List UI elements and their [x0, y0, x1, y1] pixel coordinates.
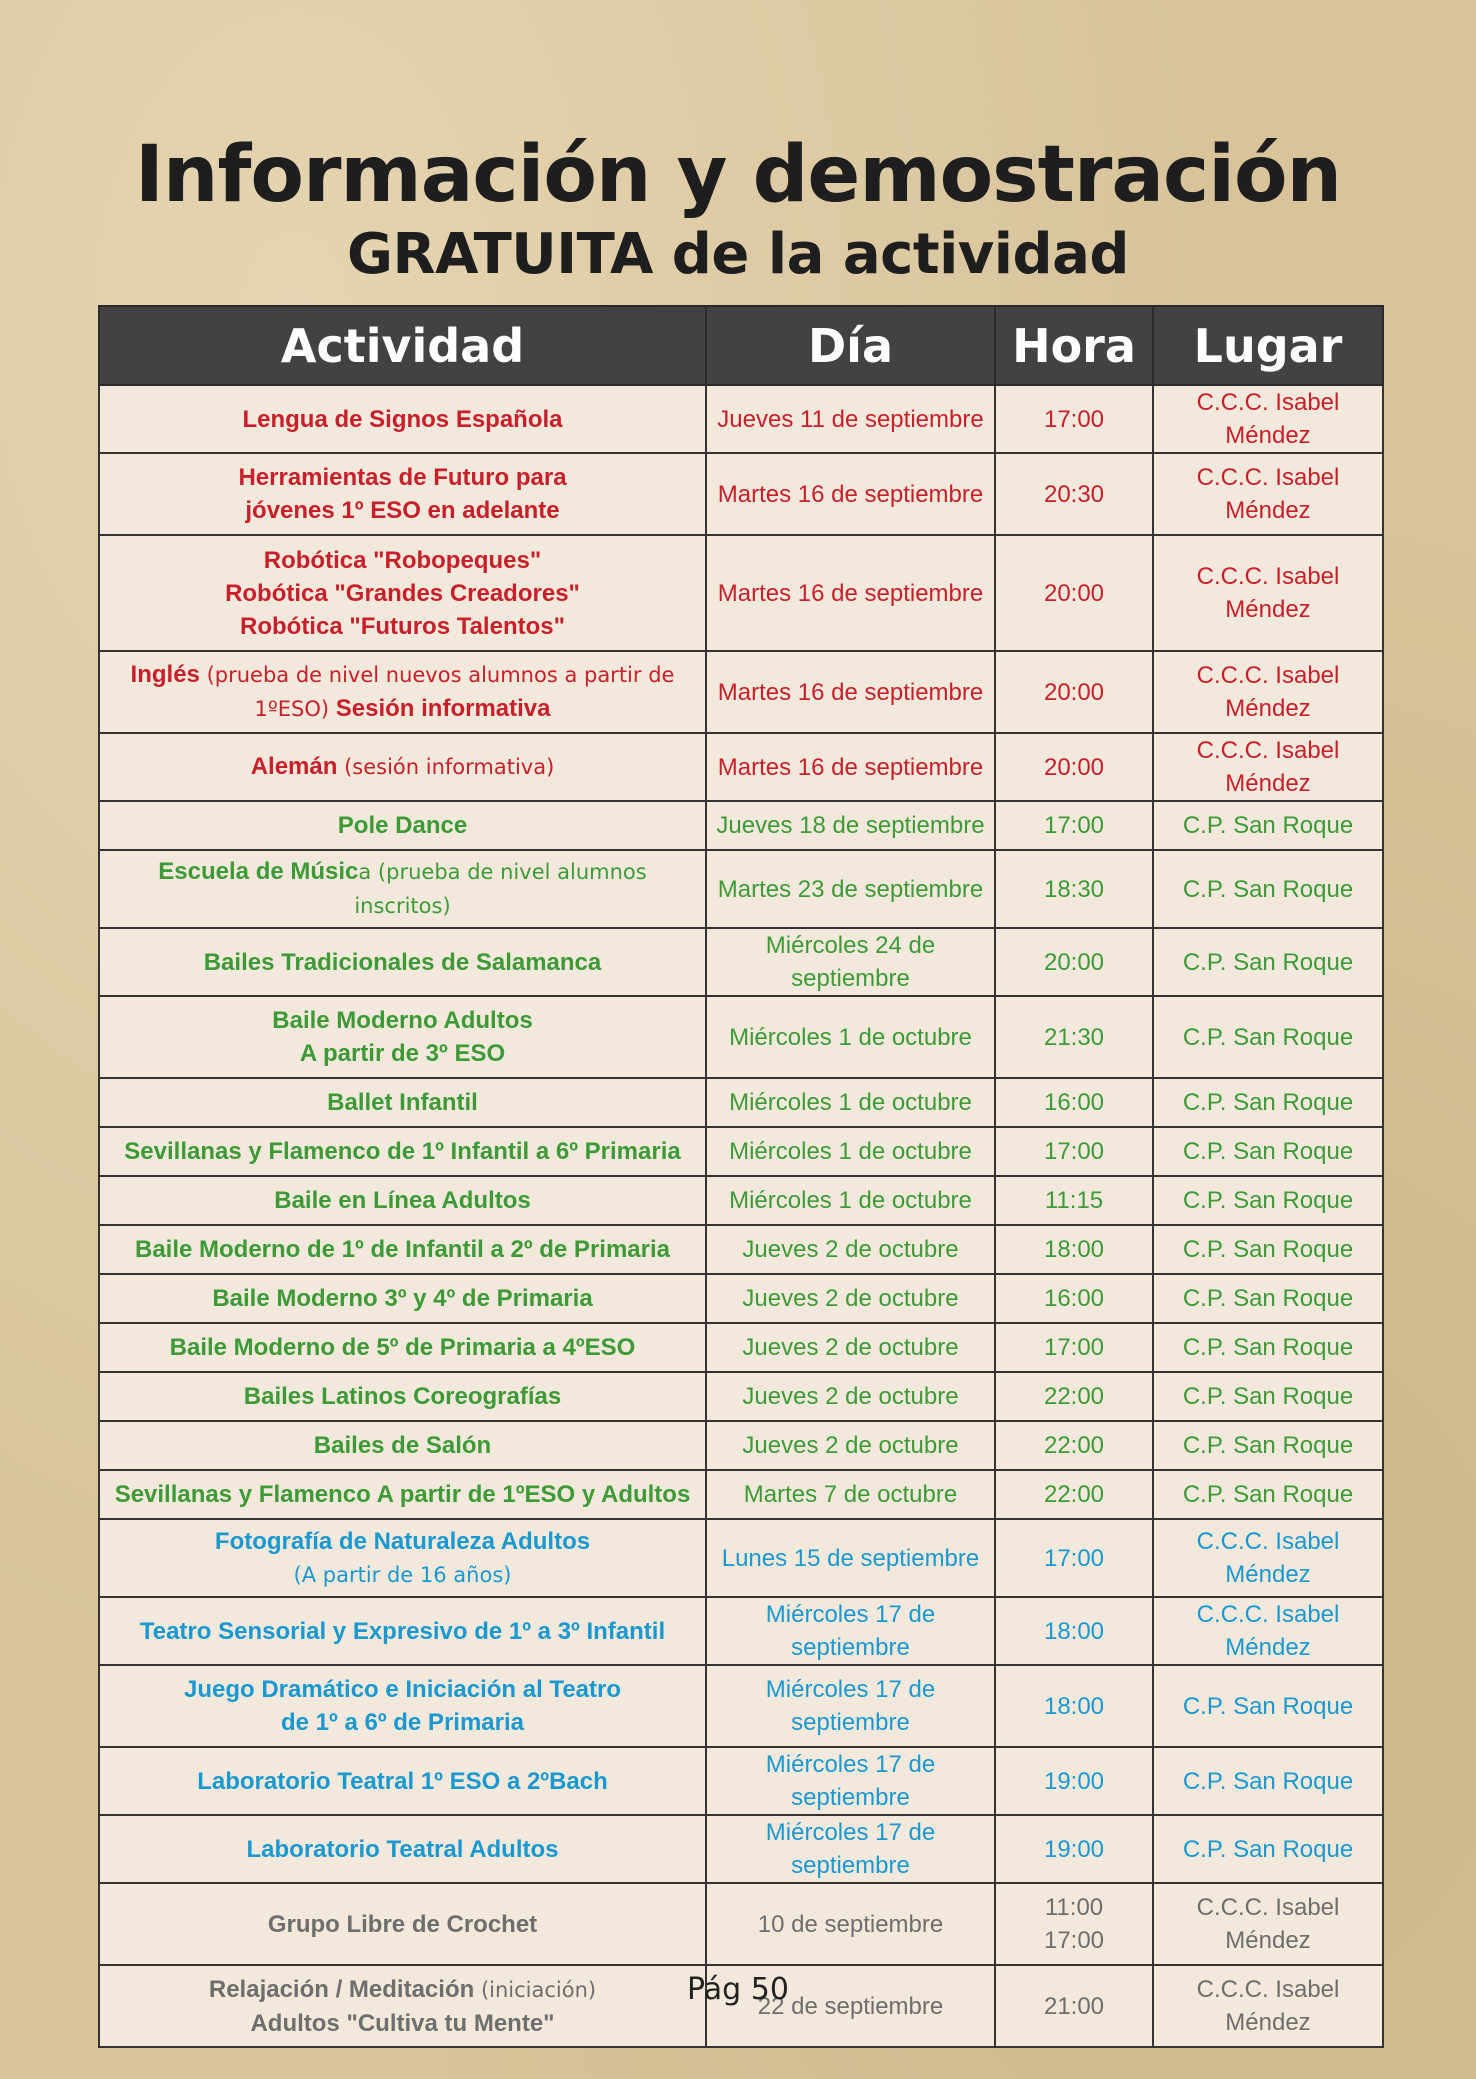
activity-line: [108, 1233, 697, 1266]
activity-line: [108, 1706, 697, 1739]
hora-value: 18:00: [1043, 1617, 1105, 1645]
cell-actividad: [99, 1372, 706, 1421]
page-title: Información y demostración: [134, 130, 1342, 220]
table-row: [99, 996, 1383, 1078]
activity-line: [108, 1478, 697, 1511]
activity-name: Baile en Línea Adultos: [274, 1187, 531, 1214]
cell-actividad: [99, 928, 706, 996]
cell-hora: [995, 1176, 1153, 1225]
cell-lugar: C.P. San Roque: [1153, 1127, 1383, 1176]
cell-lugar: C.P. San Roque: [1153, 1815, 1383, 1883]
cell-lugar: C.P. San Roque: [1153, 1372, 1383, 1421]
cell-actividad: [99, 535, 706, 651]
activity-name: Alemán: [250, 753, 338, 780]
table-row: [99, 850, 1383, 928]
cell-dia: Martes 16 de septiembre: [706, 535, 995, 651]
cell-lugar: C.C.C. Isabel Méndez: [1153, 535, 1383, 651]
activity-note: (iniciación): [474, 1977, 597, 2002]
activity-line: [108, 577, 697, 610]
cell-actividad: [99, 1747, 706, 1815]
header-lugar: Lugar: [1153, 306, 1383, 385]
cell-dia: Jueves 2 de octubre: [706, 1421, 995, 1470]
activity-line: [108, 750, 697, 784]
cell-actividad: [99, 1665, 706, 1747]
hora-value: 22:00: [1043, 1432, 1105, 1459]
cell-actividad: [99, 1078, 706, 1127]
hora-value: 17:00: [1043, 405, 1105, 433]
cell-dia: Jueves 2 de octubre: [706, 1323, 995, 1372]
activity-line: [108, 1525, 697, 1558]
activity-line: [108, 610, 697, 643]
activity-line: [108, 1615, 697, 1648]
table-row: [99, 453, 1383, 535]
hora-value: 17:00: [1043, 1138, 1105, 1165]
activity-name: Ballet Infantil: [327, 1089, 478, 1116]
activity-line: [108, 1765, 697, 1798]
activity-name: Robótica "Grandes Creadores": [225, 579, 580, 607]
table-row: [99, 1176, 1383, 1225]
hora-value: 22:00: [1043, 1383, 1105, 1410]
hora-value: 20:00: [1043, 753, 1105, 781]
cell-dia: Jueves 2 de octubre: [706, 1274, 995, 1323]
cell-hora: [995, 1519, 1153, 1597]
cell-hora: [995, 1078, 1153, 1127]
cell-hora: [995, 733, 1153, 801]
cell-actividad: [99, 996, 706, 1078]
activity-line: [108, 1282, 697, 1315]
cell-dia: Jueves 2 de octubre: [706, 1225, 995, 1274]
hora-value: 11:15: [1044, 1187, 1104, 1214]
cell-dia: Miércoles 17 de septiembre: [706, 1665, 995, 1747]
table-row: [99, 1747, 1383, 1815]
cell-dia: Miércoles 17 de septiembre: [706, 1815, 995, 1883]
table-header-row: [99, 306, 1383, 385]
hora-value: 20:00: [1043, 678, 1105, 706]
activities-table: [98, 305, 1384, 2048]
table-row: [99, 1519, 1383, 1597]
table-row: [99, 1323, 1383, 1372]
activity-line: [108, 855, 697, 923]
cell-lugar: C.P. San Roque: [1153, 1665, 1383, 1747]
activity-name: Bailes Tradicionales de Salamanca: [203, 948, 602, 976]
cell-hora: [995, 1274, 1153, 1323]
cell-dia: Miércoles 1 de octubre: [706, 1078, 995, 1127]
table-row: [99, 1225, 1383, 1274]
table-row: [99, 1665, 1383, 1747]
activity-name: Adultos "Cultiva tu Mente": [250, 2009, 555, 2037]
table-row: [99, 1274, 1383, 1323]
cell-actividad: [99, 385, 706, 453]
cell-dia: Martes 16 de septiembre: [706, 453, 995, 535]
cell-lugar: C.C.C. Isabel Méndez: [1153, 1883, 1383, 1965]
activity-name: Grupo Libre de Crochet: [267, 1910, 538, 1938]
cell-dia: Jueves 2 de octubre: [706, 1372, 995, 1421]
cell-lugar: C.P. San Roque: [1153, 996, 1383, 1078]
cell-lugar: C.P. San Roque: [1153, 1274, 1383, 1323]
activity-name: Juego Dramático e Iniciación al Teatro: [183, 1676, 621, 1703]
cell-lugar: C.P. San Roque: [1153, 1078, 1383, 1127]
table-body: [99, 385, 1383, 2047]
activity-name: Baile Moderno 3º y 4º de Primaria: [212, 1285, 593, 1312]
activity-line: [108, 658, 697, 726]
hora-value: 21:30: [1043, 1023, 1105, 1051]
cell-lugar: C.C.C. Isabel Méndez: [1153, 1597, 1383, 1665]
cell-lugar: C.C.C. Isabel Méndez: [1153, 1965, 1383, 2047]
hora-value: 19:00: [1043, 1835, 1105, 1863]
table-row: [99, 733, 1383, 801]
cell-lugar: C.P. San Roque: [1153, 1323, 1383, 1372]
cell-lugar: C.C.C. Isabel Méndez: [1153, 385, 1383, 453]
cell-lugar: C.P. San Roque: [1153, 1421, 1383, 1470]
cell-dia: Lunes 15 de septiembre: [706, 1519, 995, 1597]
table-row: [99, 1127, 1383, 1176]
activity-name: Fotografía de Naturaleza Adultos: [214, 1527, 591, 1555]
cell-dia: 10 de septiembre: [706, 1883, 995, 1965]
table-row: [99, 535, 1383, 651]
activity-line: [108, 1380, 697, 1413]
cell-dia: Martes 23 de septiembre: [706, 850, 995, 928]
cell-actividad: [99, 1597, 706, 1665]
activity-line: [108, 1908, 697, 1941]
table-row: [99, 801, 1383, 850]
cell-lugar: C.P. San Roque: [1153, 1225, 1383, 1274]
hora-value: 18:00: [1043, 1692, 1105, 1720]
activity-line: [108, 1086, 697, 1119]
activity-name: Lengua de Signos Española: [242, 405, 563, 433]
activity-line: [108, 1833, 697, 1866]
table-row: [99, 1597, 1383, 1665]
activity-name: Robótica "Futuros Talentos": [240, 612, 565, 640]
cell-dia: Miércoles 1 de octubre: [706, 1176, 995, 1225]
table-row: [99, 385, 1383, 453]
cell-hora: [995, 1225, 1153, 1274]
hora-value: 17:00: [1043, 812, 1105, 839]
activity-line: [108, 1135, 697, 1168]
table-row: [99, 1470, 1383, 1519]
activity-name: Teatro Sensorial y Expresivo de 1º a 3º Infantil: [139, 1617, 666, 1645]
cell-actividad: [99, 1883, 706, 1965]
cell-hora: [995, 1597, 1153, 1665]
activity-name: A partir de 3º ESO: [299, 1040, 506, 1067]
cell-actividad: [99, 651, 706, 733]
hora-value: 17:00: [1043, 1927, 1105, 1954]
hora-value: 16:00: [1043, 1285, 1105, 1312]
activity-name: jóvenes 1º ESO en adelante: [245, 497, 560, 524]
activity-name: Sevillanas y Flamenco A partir de 1ºESO y Adultos: [114, 1481, 691, 1508]
activity-line: [108, 1429, 697, 1462]
cell-lugar: C.C.C. Isabel Méndez: [1153, 651, 1383, 733]
cell-lugar: C.P. San Roque: [1153, 1747, 1383, 1815]
cell-actividad: [99, 1815, 706, 1883]
activity-line: [108, 1331, 697, 1364]
hora-value: 20:30: [1043, 480, 1105, 508]
cell-actividad: [99, 1421, 706, 1470]
header-dia: Día: [706, 306, 995, 385]
activity-name: Robótica "Robopeques": [263, 546, 542, 574]
page-subtitle: GRATUITA de la actividad: [347, 222, 1129, 287]
hora-value: 17:00: [1043, 1334, 1105, 1361]
cell-hora: [995, 1747, 1153, 1815]
cell-actividad: [99, 1274, 706, 1323]
activity-note: (sesión informativa): [337, 755, 555, 779]
cell-dia: Martes 16 de septiembre: [706, 651, 995, 733]
activity-name: Baile Moderno de 1º de Infantil a 2º de Primaria: [134, 1236, 670, 1263]
cell-dia: Martes 7 de octubre: [706, 1470, 995, 1519]
activity-name: Inglés: [130, 661, 200, 688]
cell-hora: [995, 1127, 1153, 1176]
cell-dia: Miércoles 17 de septiembre: [706, 1597, 995, 1665]
cell-lugar: C.P. San Roque: [1153, 801, 1383, 850]
hora-value: 19:00: [1043, 1767, 1105, 1795]
table-row: [99, 1815, 1383, 1883]
activity-name: Pole Dance: [337, 812, 468, 839]
cell-actividad: [99, 453, 706, 535]
activity-name: de 1º a 6º de Primaria: [281, 1709, 524, 1736]
header-actividad: Actividad: [99, 306, 706, 385]
activity-name: Relajación / Meditación: [208, 1975, 475, 2003]
activity-line: [108, 809, 697, 842]
cell-hora: [995, 801, 1153, 850]
cell-lugar: C.C.C. Isabel Méndez: [1153, 453, 1383, 535]
hora-value: 16:00: [1043, 1089, 1105, 1116]
table-row: [99, 651, 1383, 733]
cell-hora: [995, 453, 1153, 535]
cell-dia: Jueves 18 de septiembre: [706, 801, 995, 850]
activity-line: [108, 1037, 697, 1070]
cell-lugar: C.P. San Roque: [1153, 1470, 1383, 1519]
table-row: [99, 1421, 1383, 1470]
activity-name: Bailes de Salón: [313, 1432, 492, 1459]
cell-actividad: [99, 1225, 706, 1274]
table-row: [99, 1883, 1383, 1965]
cell-hora: [995, 1883, 1153, 1965]
cell-lugar: C.C.C. Isabel Méndez: [1153, 733, 1383, 801]
hora-value: 11:00: [1044, 1894, 1104, 1921]
activity-line: [108, 494, 697, 527]
cell-dia: Miércoles 17 de septiembre: [706, 1747, 995, 1815]
activity-line: [108, 403, 697, 436]
cell-actividad: [99, 801, 706, 850]
cell-actividad: [99, 1323, 706, 1372]
activity-note: (A partir de 16 años): [293, 1562, 512, 1587]
activity-note: a (prueba de nivel alumnos inscritos): [354, 860, 647, 918]
activity-line: [108, 946, 697, 979]
cell-dia: 22 de septiembre: [706, 1965, 995, 2047]
cell-hora: [995, 651, 1153, 733]
table-row: [99, 1078, 1383, 1127]
activity-name: Escuela de Músic: [158, 858, 359, 885]
cell-hora: [995, 1323, 1153, 1372]
activity-name: Laboratorio Teatral Adultos: [246, 1835, 559, 1863]
activity-name: Sesión informativa: [335, 695, 551, 722]
activity-line: [108, 461, 697, 494]
cell-dia: Martes 16 de septiembre: [706, 733, 995, 801]
cell-lugar: C.P. San Roque: [1153, 928, 1383, 996]
cell-hora: [995, 928, 1153, 996]
cell-hora: [995, 1470, 1153, 1519]
hora-value: 18:30: [1043, 875, 1105, 903]
activity-line: [108, 1184, 697, 1217]
activity-note: (prueba de nivel nuevos alumnos a partir de 1ºESO): [199, 663, 675, 721]
cell-dia: Miércoles 1 de octubre: [706, 996, 995, 1078]
cell-dia: Miércoles 1 de octubre: [706, 1127, 995, 1176]
activity-line: [108, 1004, 697, 1037]
cell-dia: Jueves 11 de septiembre: [706, 385, 995, 453]
hora-value: 20:00: [1043, 579, 1105, 607]
hora-value: 20:00: [1043, 948, 1105, 976]
cell-hora: [995, 385, 1153, 453]
table-row: [99, 1372, 1383, 1421]
cell-hora: [995, 1372, 1153, 1421]
header-hora: Hora: [995, 306, 1153, 385]
cell-hora: [995, 996, 1153, 1078]
cell-actividad: [99, 733, 706, 801]
cell-actividad: [99, 1127, 706, 1176]
activity-line: [108, 1673, 697, 1706]
hora-value: 22:00: [1043, 1481, 1105, 1508]
activity-name: Laboratorio Teatral 1º ESO a 2ºBach: [197, 1767, 608, 1795]
cell-hora: [995, 850, 1153, 928]
activity-name: Baile Moderno Adultos: [272, 1007, 533, 1034]
hora-value: 17:00: [1043, 1544, 1105, 1572]
cell-lugar: C.P. San Roque: [1153, 1176, 1383, 1225]
activity-name: Bailes Latinos Coreografías: [243, 1383, 562, 1410]
cell-actividad: [99, 1470, 706, 1519]
activity-line: [108, 2007, 697, 2040]
cell-actividad: [99, 1176, 706, 1225]
cell-actividad: [99, 850, 706, 928]
cell-hora: [995, 1421, 1153, 1470]
cell-lugar: C.P. San Roque: [1153, 850, 1383, 928]
activity-name: Baile Moderno de 5º de Primaria a 4ºESO: [169, 1334, 636, 1361]
activity-name: Sevillanas y Flamenco de 1º Infantil a 6º Primaria: [124, 1138, 681, 1165]
table-row: [99, 928, 1383, 996]
cell-dia: Miércoles 24 de septiembre: [706, 928, 995, 996]
cell-lugar: C.C.C. Isabel Méndez: [1153, 1519, 1383, 1597]
activity-name: Herramientas de Futuro para: [238, 464, 567, 491]
activity-line: [108, 544, 697, 577]
cell-actividad: [99, 1519, 706, 1597]
cell-hora: [995, 1815, 1153, 1883]
hora-value: 21:00: [1043, 1992, 1105, 2020]
cell-hora: [995, 1665, 1153, 1747]
hora-value: 18:00: [1043, 1236, 1105, 1263]
activity-line: [108, 1558, 697, 1592]
cell-hora: [995, 535, 1153, 651]
page-number: Pág 50: [687, 1972, 789, 2007]
